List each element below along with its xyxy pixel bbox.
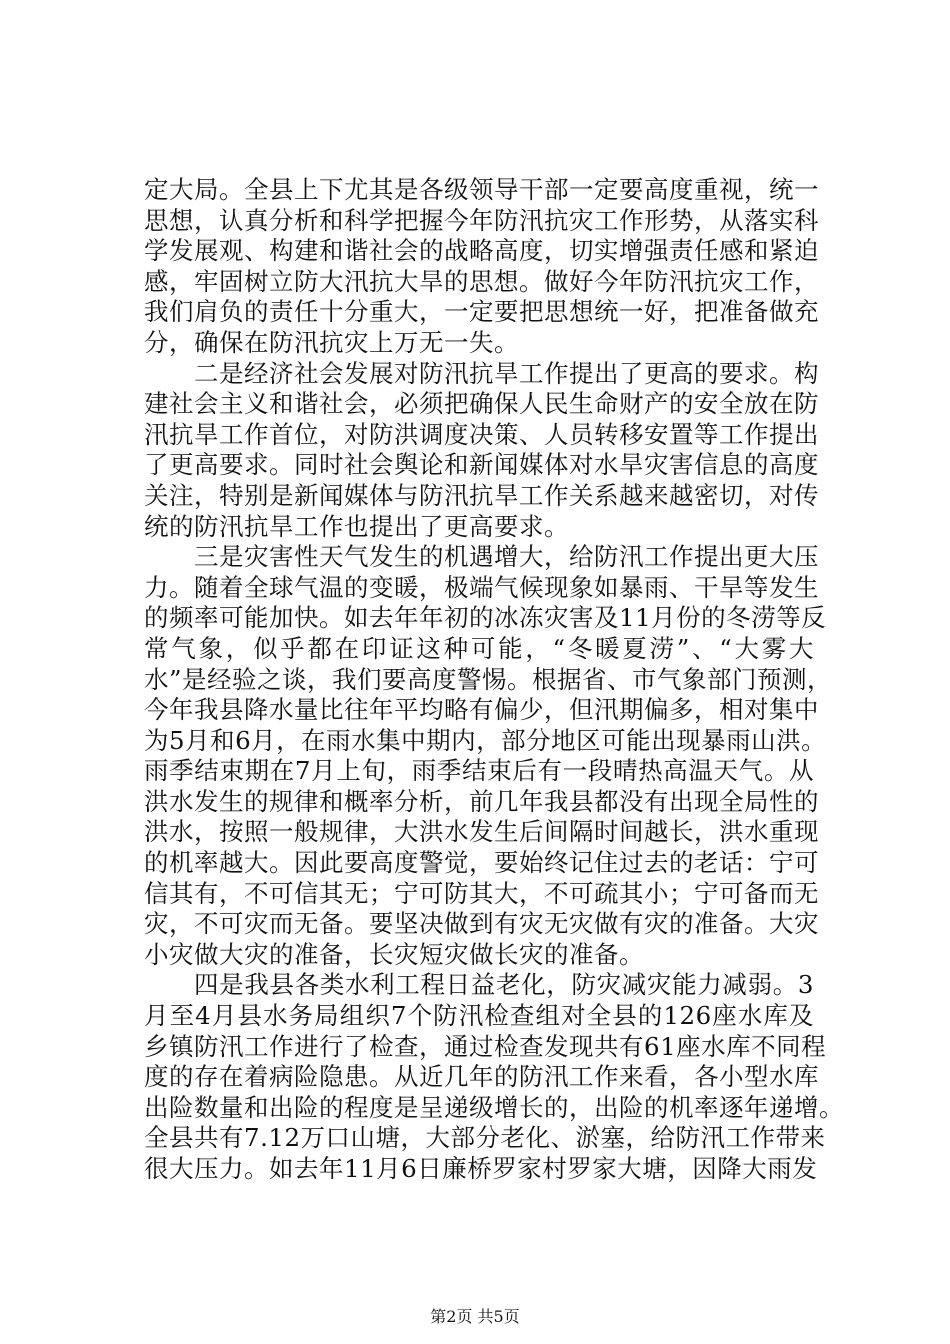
text-line: 信其有，不可信其无；宁可防其大，不可疏其小；宁可备而无 [144,878,819,908]
text-line: 灾，不可灾而无备。要坚决做到有灾无灾做有灾的准备。大灾 [144,909,819,939]
text-line: 思想，认真分析和科学把握今年防汛抗灾工作形势，从落实科 [144,205,819,235]
paragraph-start-line: 四是我县各类水利工程日益老化，防灾减灾能力减弱。3 [194,970,814,1000]
text-line: 的频率可能加快。如去年年初的冰冻灾害及11月份的冬涝等反 [144,603,827,633]
paragraph-start-line: 二是经济社会发展对防汛抗旱工作提出了更高的要求。构 [194,358,819,388]
text-line: 学发展观、构建和谐社会的战略高度，切实增强责任感和紧迫 [144,236,819,266]
text-line: 关注，特别是新闻媒体与防汛抗旱工作关系越来越密切，对传 [144,480,819,510]
text-line: 我们肩负的责任十分重大，一定要把思想统一好，把准备做充 [144,297,819,327]
text-line: 度的存在着病险隐患。从近几年的防汛工作来看，各小型水库 [144,1062,819,1092]
text-line: 小灾做大灾的准备，长灾短灾做长灾的准备。 [144,939,644,969]
text-line: 汛抗旱工作首位，对防洪调度决策、人员转移安置等工作提出 [144,419,819,449]
text-line: 全县共有7.12万口山塘，大部分老化、淤塞，给防汛工作带来 [144,1123,826,1153]
text-line: 很大压力。如去年11月6日廉桥罗家村罗家大塘，因降大雨发 [144,1154,818,1183]
text-line: 今年我县降水量比往年平均略有偏少，但汛期偏多，相对集中 [144,695,819,725]
text-line: 雨季结束期在7月上旬，雨季结束后有一段晴热高温天气。从 [144,756,814,786]
paragraph-start-line: 三是灾害性天气发生的机遇增大，给防汛工作提出更大压 [194,542,819,572]
text-line: 建社会主义和谐社会，必须把确保人民生命财产的安全放在防 [144,389,819,419]
text-line: 水”是经验之谈，我们要高度警惕。根据省、市气象部门预测， [144,664,833,694]
page-number-footer: 第2页 共5页 [430,1307,520,1326]
text-line: 常气象，似乎都在印证这种可能，“冬暖夏涝”、“大雾大 [144,633,814,663]
document-body [144,175,844,1185]
text-line: 感，牢固树立防大汛抗大旱的思想。做好今年防汛抗灾工作， [144,266,819,296]
text-line: 定大局。全县上下尤其是各级领导干部一定要高度重视，统一 [144,175,819,204]
text-line: 的机率越大。因此要高度警觉，要始终记住过去的老话：宁可 [144,848,819,878]
text-line: 为5月和6月，在雨水集中期内，部分地区可能出现暴雨山洪。 [144,725,827,755]
text-line: 统的防汛抗旱工作也提出了更高要求。 [144,511,569,541]
text-line: 洪水发生的规律和概率分析，前几年我县都没有出现全局性的 [144,786,819,816]
text-line: 力。随着全球气温的变暖，极端气候现象如暴雨、干旱等发生 [144,572,819,602]
text-line: 乡镇防汛工作进行了检查，通过检查发现共有61座水库不同程 [144,1031,827,1061]
text-line: 分，确保在防汛抗灾上万无一失。 [144,327,519,357]
text-line: 洪水，按照一般规律，大洪水发生后间隔时间越长，洪水重现 [144,817,819,847]
text-line: 月至4月县水务局组织7个防汛检查组对全县的126座水库及 [144,1001,814,1031]
text-line: 了更高要求。同时社会舆论和新闻媒体对水旱灾害信息的高度 [144,450,819,480]
text-line: 出险数量和出险的程度是呈递级增长的，出险的机率逐年递增。 [144,1092,844,1122]
